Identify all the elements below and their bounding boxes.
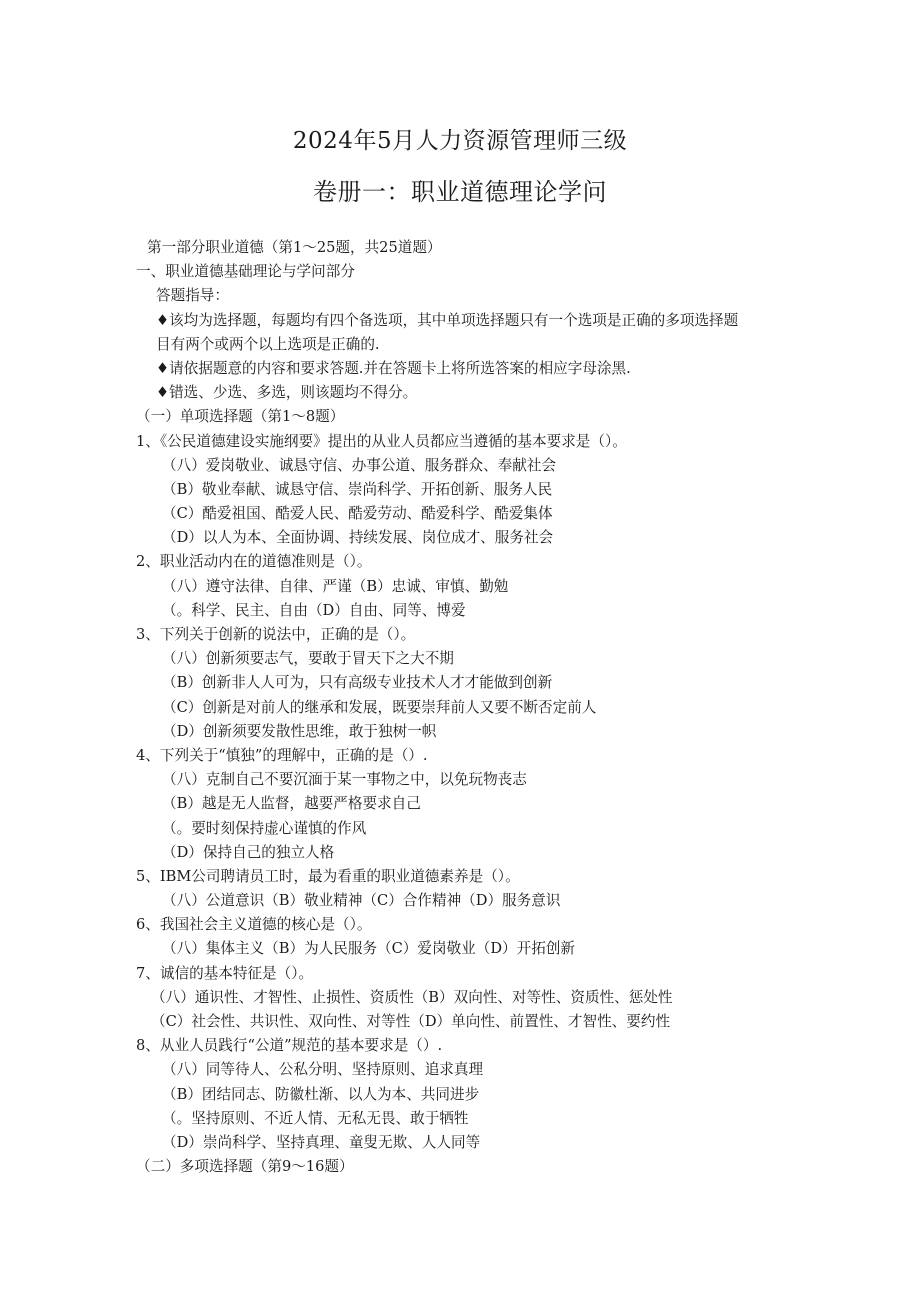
question-stem: 7、诚信的基本特征是（）。 [136,964,314,982]
question-stem: 5、IBM公司聘请员工时，最为看重的职业道德素养是（）。 [136,867,520,885]
question-option: （。坚持原则、不近人情、无私无畏、敢于牺牲 [162,1109,469,1127]
question-option: （D）崇尚科学、坚持真理、童叟无欺、人人同等 [162,1133,481,1151]
question-stem: 4、下列关于“慎独”的理解中，正确的是（）. [136,746,428,764]
question-option: （B）越是无人监督，越要严格要求自己 [162,795,421,813]
guide-rule: ♦错选、少选、多选，则该题均不得分。 [156,384,418,402]
question-option: （八）遵守法律、自律、严谨（B）忠诚、审慎、勤勉 [162,577,509,595]
question-option: （。要时刻保持虚心谨慎的作风 [162,819,367,837]
question-stem: 6、我国社会主义道德的核心是（）。 [136,916,372,934]
question-option: （D）以人为本、全面协调、持续发展、岗位成才、服务社会 [162,529,554,547]
question-option: （C）酷爱祖国、酷爱人民、酷爱劳动、酷爱科学、酷爱集体 [162,505,553,523]
question-option: （D）保持自己的独立人格 [162,843,335,861]
question-option: （C）创新是对前人的继承和发展，既要崇拜前人又要不断否定前人 [162,698,597,716]
guide-rule: 目有两个或两个以上选项是正确的. [156,335,380,353]
question-option: （D）创新须要发散性思维，敢于独树一帜 [162,722,437,740]
question-stem: 2、职业活动内在的道德准则是（）。 [136,553,372,571]
question-option: （八）克制自己不要沉湎于某一事物之中，以免玩物丧志 [162,771,527,789]
question-option: （八）集体主义（B）为人民服务（C）爱岗敬业（D）开拓创新 [162,940,576,958]
question-option: （。科学、民主、自由（D）自由、同等、博爱 [162,601,466,619]
question-stem: 1、《公民道德建设实施纲要》提出的从业人员都应当遵循的基本要求是（）。 [136,432,627,450]
document-body [0,236,920,1179]
question-option: （八）同等待人、公私分明、坚持原则、追求真理 [162,1061,484,1079]
question-option: （八）爱岗敬业、诚恳守信、办事公道、服务群众、奉献社会 [162,456,557,474]
question-option: （C）社会性、共识性、双向性、对等性（D）单向性、前置性、才智性、要约性 [151,1013,671,1030]
single-choice-heading: （一）单项选择题（第1〜8题） [136,408,345,426]
multi-choice-heading: （二）多项选择题（第9〜16题） [136,1158,354,1176]
question-option: （八）公道意识（B）敬业精神（C）合作精神（D）服务意识 [162,892,561,910]
page-subtitle: 卷册一：职业道德理论学问 [313,178,607,206]
guide-label: 答题指导： [156,287,229,305]
question-option: （B）创新非人人可为，只有高级专业技术人才才能做到创新 [162,674,553,692]
question-stem: 3、下列关于创新的说法中，正确的是（）。 [136,626,416,643]
part-heading: 第一部分职业道德（第1〜25题，共25道题） [147,239,442,256]
question-option: （八）通识性、才智性、止损性、资质性（B）双向性、对等性、资质性、惩处性 [151,988,673,1006]
question-option: （B）敬业奉献、诚恳守信、崇尚科学、开拓创新、服务人民 [162,480,553,498]
guide-rule: ♦该均为选择题，每题均有四个备选项，其中单项选择题只有一个选项是正确的多项选择题 [156,311,739,329]
guide-rule: ♦请依据题意的内容和要求答题.并在答题卡上将所选答案的相应字母涂黑. [156,359,631,377]
question-option: （B）团结同志、防徽杜渐、以人为本、共同进步 [162,1085,480,1103]
section-heading: 一、职业道德基础理论与学问部分 [136,263,355,281]
question-option: （八）创新须要志气，要敢于冒天下之大不期 [162,650,454,668]
page-title: 2024年5月人力资源管理师三级 [292,128,628,154]
question-stem: 8、从业人员践行“公道”规范的基本要求是（）. [136,1037,443,1055]
